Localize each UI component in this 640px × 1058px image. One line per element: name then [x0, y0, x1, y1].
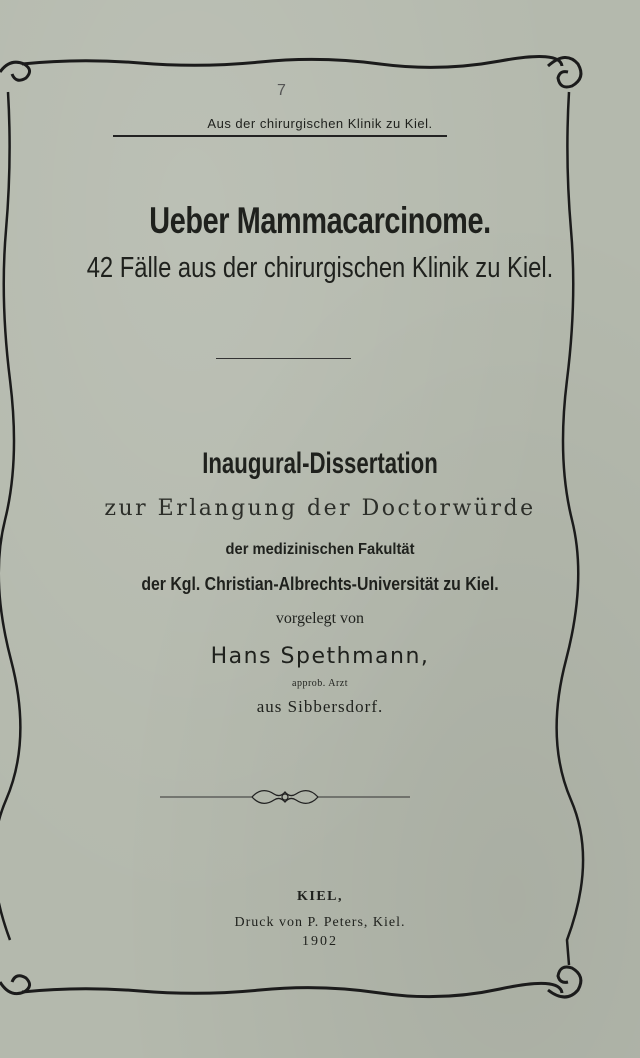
institute-line: Aus der chirurgischen Klinik zu Kiel.: [207, 116, 433, 131]
decorative-ornament: [160, 782, 410, 812]
imprint-printer: Druck von P. Peters, Kiel.: [234, 915, 406, 930]
page-subtitle: 42 Fälle aus der chirurgischen Klinik zu Kiel.: [86, 252, 554, 284]
presented-by-line: vorgelegt von: [275, 610, 365, 627]
dissertation-heading: Inaugural-Dissertation: [202, 447, 438, 480]
imprint-year: 1902: [302, 934, 338, 949]
page-title: Ueber Mammacarcinome.: [149, 200, 491, 241]
section-divider: [216, 358, 351, 359]
imprint-city: KIEL,: [296, 889, 343, 904]
author-origin: aus Sibbersdorf.: [256, 697, 384, 716]
header-rule: [113, 135, 447, 137]
university-line: der Kgl. Christian-Albrechts-Universität zu Kiel.: [141, 574, 499, 594]
purpose-line: zur Erlangung der Doctorwürde: [104, 496, 536, 521]
faculty-line: der medizinischen Fakultät: [225, 541, 415, 558]
shelf-mark: 7: [277, 82, 286, 99]
author-name: Hans Spethmann,: [210, 644, 430, 669]
author-occupation: approb. Arzt: [292, 678, 348, 689]
